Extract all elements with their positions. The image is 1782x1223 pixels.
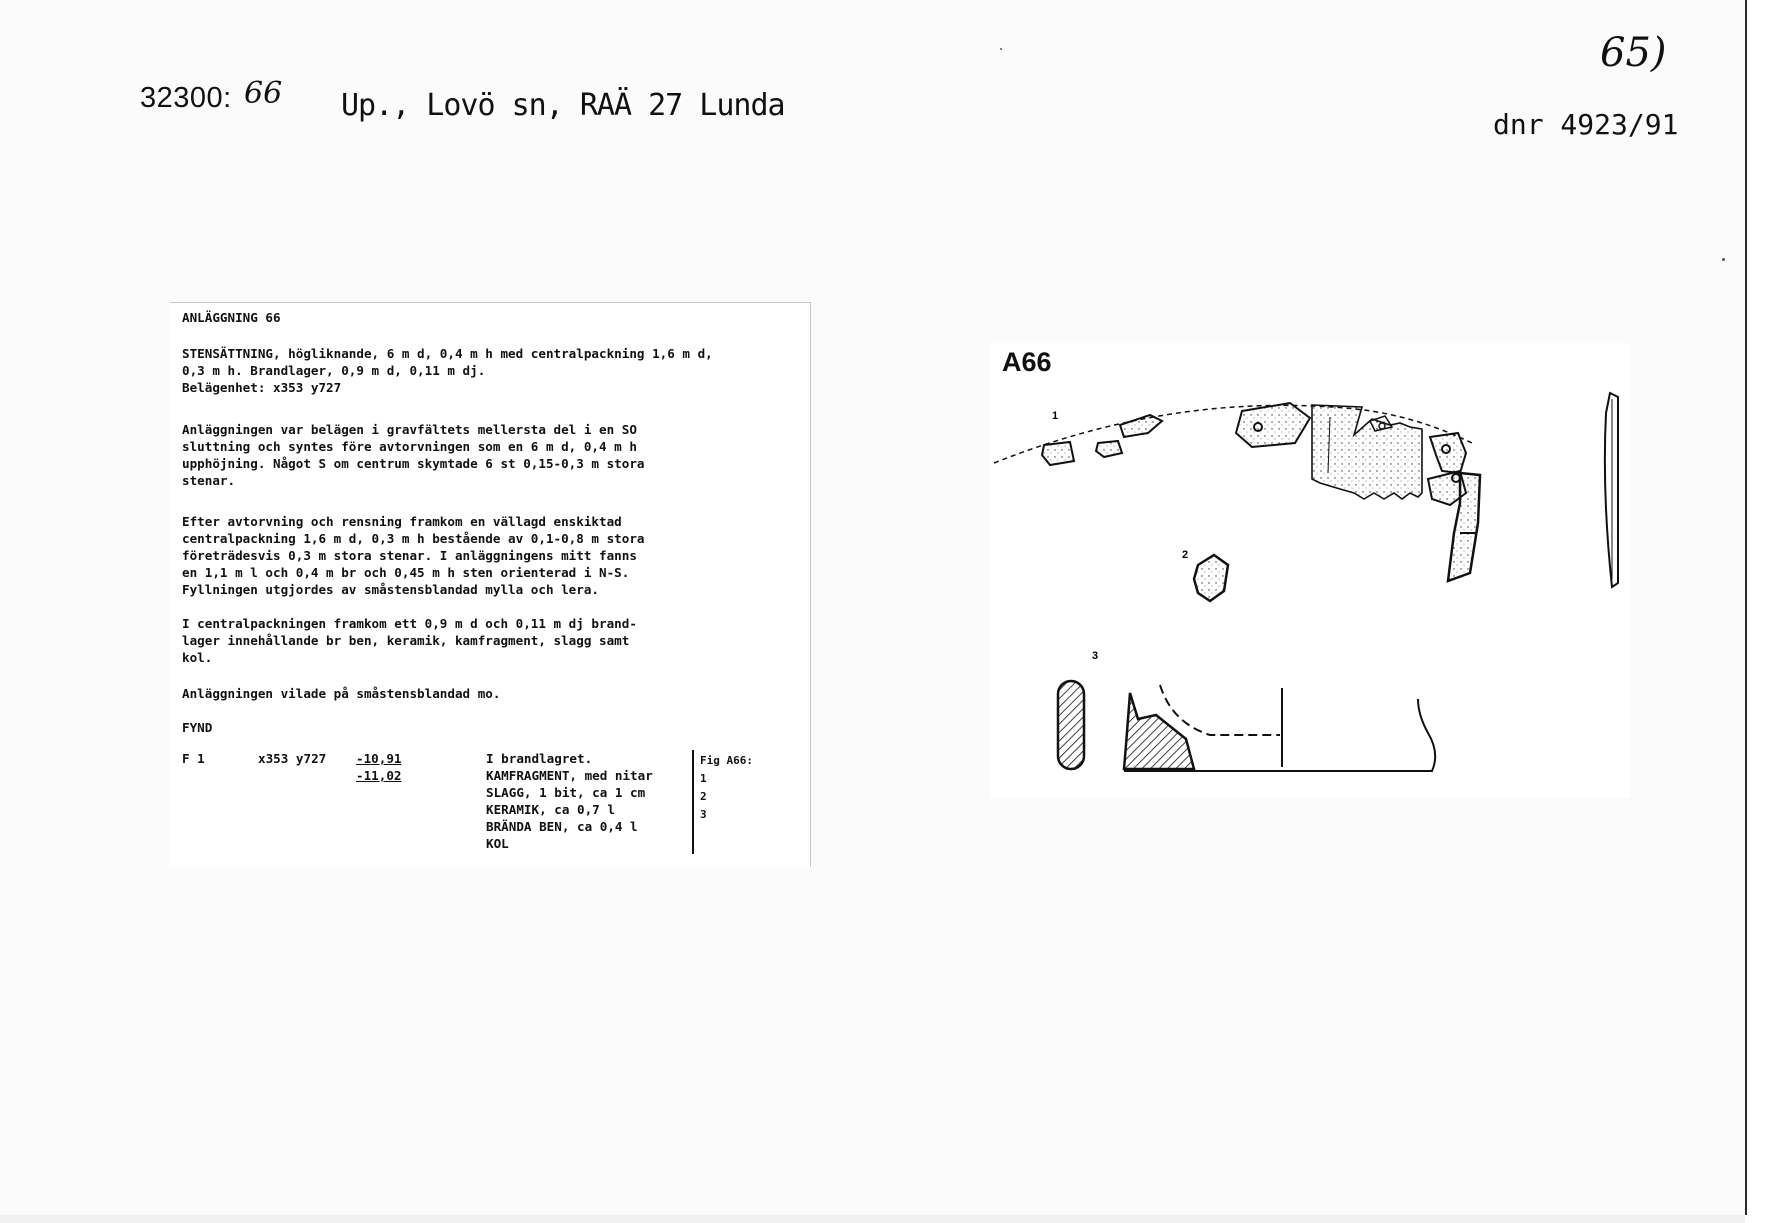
side-profile xyxy=(1605,393,1618,587)
dnr-number: dnr 4923/91 xyxy=(1493,108,1679,141)
drawing-label: A66 xyxy=(1002,347,1052,377)
fragment-piece xyxy=(1096,441,1122,457)
catalog-suffix-handwritten: 66 xyxy=(244,76,283,111)
find-drawing xyxy=(990,343,1630,798)
slag-fragment xyxy=(1194,555,1228,601)
column-divider xyxy=(692,750,694,854)
fragment-piece xyxy=(1236,403,1310,447)
description-slip xyxy=(170,302,811,867)
fynd-heading: FYND xyxy=(182,720,213,735)
paragraph-location: Anläggningen var belägen i gravfältets mellersta del i en SO sluttning och syntes före avtorvningen som en 6 m d, 0,4 m h upphöjning. Något S om centrum skymtade 6 st 0,15-0,3 m stora stenar. xyxy=(182,422,645,488)
fynd-id: F 1 xyxy=(182,751,205,766)
paragraph-description: STENSÄTTNING, högliknande, 6 m d, 0,4 m h med centralpackning 1,6 m d, 0,3 m h. Brandlager, 0,9 m d, 0,11 m dj. Belägenhet: x353 y727 xyxy=(182,346,713,395)
fynd-depth: -10,91 -11,02 xyxy=(356,751,402,783)
paragraph-burnt-layer: I centralpackningen framkom ett 0,9 m d och 0,11 m dj brand- lager innehållande br ben, keramik, kamfragment, slagg samt kol. xyxy=(182,616,637,665)
figure-number: 2 xyxy=(1182,549,1189,561)
paragraph-subsoil: Anläggningen vilade på småstensblandad mo. xyxy=(182,686,501,701)
fig-references: Fig A66: 1 2 3 xyxy=(700,754,753,821)
site-title: Up., Lovö sn, RAÄ 27 Lunda xyxy=(341,88,785,123)
paragraph-excavation: Efter avtorvning och rensning framkom en vällagd enskiktad centralpackning 1,6 m d, 0,3 m h bestående av 0,1-0,8 m stora företrädesvis 0,3 m stora stenar. I anläggningens mitt fanns en 1,1 m l och 0,4 m br och 0,45 m h sten orienterad i N-S. Fyllningen utgjordes av småstensblandad mylla och lera. xyxy=(182,514,645,597)
figure-number: 1 xyxy=(1052,410,1059,422)
speck xyxy=(1000,48,1002,50)
fragment-piece xyxy=(1120,415,1162,437)
reconstruction-line xyxy=(1160,685,1280,735)
card-edge xyxy=(0,1215,1745,1223)
fynd-items: I brandlagret. KAMFRAGMENT, med nitar SLAGG, 1 bit, ca 1 cm KERAMIK, ca 0,7 l BRÄNDA BEN, ca 0,4 l KOL xyxy=(486,751,653,851)
catalog-number: 32300: xyxy=(140,82,232,114)
speck xyxy=(1722,258,1725,261)
fynd-coords: x353 y727 xyxy=(258,751,327,766)
ceramic-section xyxy=(1058,681,1084,769)
figure-number: 3 xyxy=(1092,650,1099,662)
slip-heading: ANLÄGGNING 66 xyxy=(182,310,281,325)
fragment-piece xyxy=(1042,442,1074,465)
corner-handwritten-number: 65) xyxy=(1600,30,1667,76)
drawing-illustration xyxy=(990,343,1630,798)
